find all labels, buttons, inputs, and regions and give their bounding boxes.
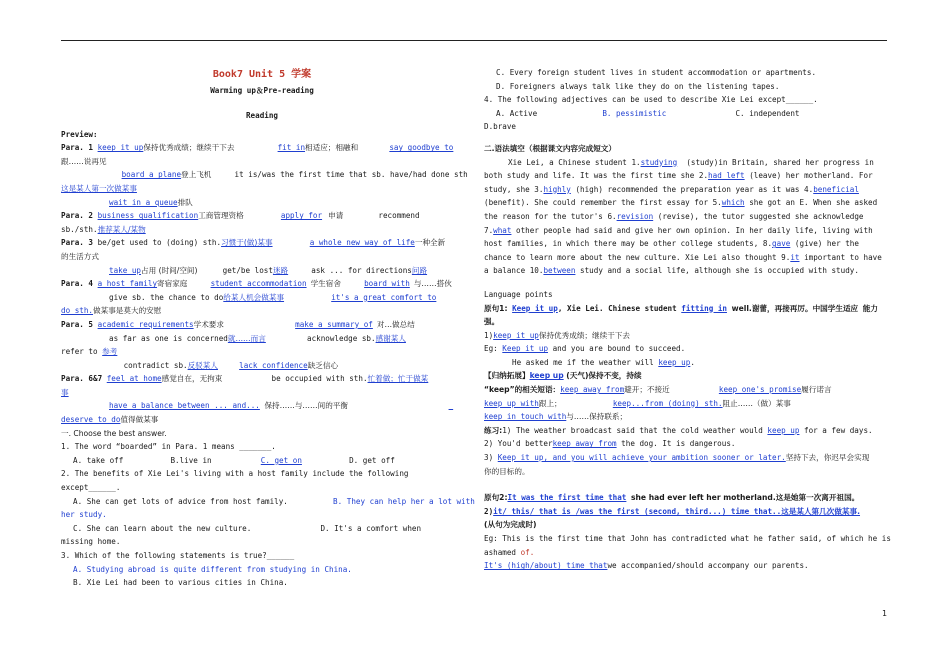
option-b: B.live in xyxy=(170,455,212,465)
gloss: 迷路 xyxy=(272,265,289,275)
phrase: contradict sb. xyxy=(123,360,188,370)
phrase: feel at home xyxy=(106,374,162,384)
para2-line2 xyxy=(61,223,463,237)
cloze-text: (study)in Britain, shared her progress in both xyxy=(484,157,874,181)
gloss: 保持优秀成绩；继续干下去 xyxy=(538,330,630,340)
cloze-answer-9: it xyxy=(790,252,800,262)
lp2-eg-cont xyxy=(484,546,887,560)
lp1-eg xyxy=(484,342,887,356)
option-b: B. pessimistic xyxy=(602,108,667,118)
eg-text: the dog. It is dangerous. xyxy=(621,439,736,449)
gloss: 保持优秀成绩；继续干下去 xyxy=(143,143,235,153)
option-c: C. She can learn about the new culture. xyxy=(73,523,252,533)
eg-text: . xyxy=(690,357,695,367)
phrase: Keep it up xyxy=(502,344,549,354)
cloze-text: (high) recommended the preparation year as it was 4. xyxy=(575,184,814,194)
phrase: it/ this/ that is /was the first (second, third...) time that.. xyxy=(493,506,782,516)
lp1-point xyxy=(484,329,887,343)
cloze-text: important to have a balance 10. xyxy=(484,252,882,276)
phrase: board a plane xyxy=(121,170,182,180)
gloss: 忙着做；忙于做某 xyxy=(367,374,429,384)
gloss: 参考 xyxy=(102,347,118,357)
cloze-answer-2: had left xyxy=(708,171,745,181)
para67-line4 xyxy=(61,413,463,427)
gloss: 学生宿舍 xyxy=(310,279,341,289)
lp1-original xyxy=(484,302,887,329)
gloss: 就……而言 xyxy=(227,333,266,343)
cloze-title: 二.语法填空（根据课文内容完成短文） xyxy=(484,143,616,153)
language-points-title: Language points xyxy=(484,289,553,299)
gloss: 跟上； xyxy=(538,398,562,408)
question-4: 4. The following adjectives can be used to describe Xie Lei except______. xyxy=(484,95,818,105)
option-a: A. Active xyxy=(496,108,538,118)
gloss: 感觉自在，无拘束 xyxy=(161,374,223,384)
eg-text: 3) xyxy=(484,453,494,463)
cloze-answer-10: between xyxy=(543,266,576,276)
right-column xyxy=(484,66,891,573)
lp1-related xyxy=(484,383,887,397)
lp-text: she had ever left her motherland.这是她第一次离开祖国。 xyxy=(630,493,860,503)
para1-line5 xyxy=(61,196,463,210)
para67-line1 xyxy=(61,372,463,386)
gloss: 申请 xyxy=(328,211,344,221)
cloze-text: about the new culture. Xie Lei also thought 9. xyxy=(580,252,791,262)
lp1-eg2 xyxy=(484,356,887,370)
phrase: Keep it up xyxy=(512,303,558,313)
gloss: 这是某人第几次做某事. xyxy=(781,506,861,516)
phrase: It's (high/about) time that xyxy=(484,561,608,571)
phrase: deserve to do xyxy=(61,415,121,425)
eg-text: for a few days. xyxy=(804,425,873,435)
gloss: 问路 xyxy=(411,265,428,275)
para2-line1 xyxy=(61,209,463,223)
para67-line3 xyxy=(61,399,463,413)
lp1-related2 xyxy=(484,397,887,411)
lp2-eg: Eg: This is the first time that John has contradicted what he father said, of which he is xyxy=(484,534,891,543)
cloze-answer-7: what xyxy=(493,225,512,235)
para3-line1 xyxy=(61,236,463,250)
phrase: keep it up xyxy=(97,143,144,153)
phrase: sb./sth. xyxy=(61,224,98,234)
cloze-answer-3: highly xyxy=(543,184,571,194)
gloss: 跟……说再见 xyxy=(61,156,107,166)
gloss: 习惯于(做)某事 xyxy=(221,238,273,248)
eg-text: and you are bound to succeed. xyxy=(552,344,686,354)
para5-line3 xyxy=(61,345,463,359)
para5-line2 xyxy=(61,332,463,346)
gloss: 坚持下去，你迟早会实现 xyxy=(785,453,870,463)
gloss: 反驳某人 xyxy=(187,360,218,370)
lp1-exercise3-cont: 你的目标的。 xyxy=(484,466,530,476)
preview-label: Preview: xyxy=(61,129,98,139)
cloze-text: study and life. It was the first time she 2. xyxy=(506,171,709,181)
page-subtitle: Warming up＆Pre-reading xyxy=(210,86,314,95)
lp-num: 1) xyxy=(484,330,494,340)
cloze-text: (benefit). xyxy=(484,198,530,208)
phrase: business qualification xyxy=(97,211,199,221)
phrase: refer to xyxy=(61,347,98,357)
phrase: be/get used to (doing) sth. xyxy=(97,238,222,248)
lp-label: 原句2: xyxy=(484,493,508,503)
q1-options xyxy=(61,454,463,468)
cloze-answer-5: which xyxy=(721,198,745,208)
lp-label: 【归纳拓展】 xyxy=(484,371,530,381)
eg-text: ashamed xyxy=(484,547,517,557)
cloze-text: in which there may be other college students, 8. xyxy=(552,239,773,249)
phrase: keep away from xyxy=(560,385,625,395)
gloss: 做某事是莫大的安慰 xyxy=(93,306,162,316)
para-label: Para. 5 xyxy=(61,319,94,329)
gloss: (天气)保持不变，持续 xyxy=(566,371,642,381)
option-d: D. get off xyxy=(349,455,395,465)
lp1-exercise3 xyxy=(484,451,887,465)
gloss: 一种全新 xyxy=(414,238,446,248)
gloss: 与……保持联系； xyxy=(566,412,628,422)
gloss: 感谢某人 xyxy=(375,333,406,343)
phrase: be occupied with sth. xyxy=(271,374,368,384)
option-c: C. independent xyxy=(735,108,800,118)
phrase: say goodbye to xyxy=(389,143,454,153)
choose-title: 一. Choose the best answer. xyxy=(61,428,167,438)
lp1-exercise2 xyxy=(484,437,887,451)
phrase: keep up xyxy=(529,371,564,381)
eg-label: Eg: xyxy=(484,344,498,354)
lp-label: 原句1: xyxy=(484,303,508,313)
gloss: 寄宿家庭 xyxy=(157,279,188,289)
q4-options xyxy=(484,107,887,121)
phrase: wait in a queue xyxy=(109,197,178,207)
q3-option-b: B. Xie Lei had been to various cities in China. xyxy=(73,578,288,588)
para4-line3 xyxy=(61,304,463,318)
q3-option-a: A. Studying abroad is quite different from studying in China. xyxy=(73,564,352,574)
phrase: a whole new way of life xyxy=(309,238,415,248)
phrase: It was the first time that xyxy=(507,493,627,503)
q2-options-ab xyxy=(61,495,475,509)
gloss: 学术要求 xyxy=(193,319,224,329)
gloss: 保持……与……间的平衡 xyxy=(264,401,348,411)
phrase: it is/was the first time that sb. have/had done sth xyxy=(234,170,468,180)
para4-line2 xyxy=(61,291,463,305)
gloss: 与……搭伙 xyxy=(413,279,452,289)
phrase: keep up xyxy=(658,357,691,367)
question-2-cont: except______. xyxy=(61,483,121,493)
phrase: do sth. xyxy=(61,306,94,316)
gloss: 值得做某事 xyxy=(120,415,159,425)
cloze-answer-1: studying xyxy=(640,157,678,167)
lp2-original xyxy=(484,491,887,505)
gloss: 缺乏信心 xyxy=(307,360,339,370)
section-heading: Reading xyxy=(245,111,278,120)
cloze-text: she 3. xyxy=(516,184,544,194)
gloss: 履行诺言 xyxy=(801,385,832,395)
lp-text: 能力强。 xyxy=(484,303,878,327)
gloss: 的生活方式 xyxy=(61,251,99,261)
page-number: 1 xyxy=(882,609,888,618)
para5-line1 xyxy=(61,318,463,332)
q3-option-d: D. Foreigners always talk like they do on the listening tapes. xyxy=(496,81,780,91)
gloss: 工商管理资格 xyxy=(198,211,244,221)
para1-line1 xyxy=(61,141,463,155)
lp-text: well.谢蕾，再接再厉。中国学生适应 xyxy=(731,303,859,313)
option-b: B. They can help her a lot with xyxy=(333,496,475,506)
cloze-text: She could remember the first essay for 5. xyxy=(534,198,722,208)
q2-options-cd xyxy=(61,522,463,536)
option-b-cont: her study. xyxy=(61,510,107,520)
para5-line4 xyxy=(61,359,463,373)
lp-num: 2) xyxy=(484,506,494,516)
option-a: A. She can get lots of advice from host family. xyxy=(73,496,288,506)
phrase: it's a great comfort to xyxy=(331,292,437,302)
gloss: 登上飞机 xyxy=(181,170,212,180)
phrase: lack confidence xyxy=(239,360,308,370)
lp-label: 练习: xyxy=(484,425,503,435)
phrase: keep one's promise xyxy=(718,385,802,395)
cloze-text: Xie Lei, a Chinese student 1. xyxy=(508,157,641,167)
phrase: keep...from (doing) sth. xyxy=(612,398,723,408)
cloze-answer-4: beneficial xyxy=(813,184,859,194)
question-1: 1. The word “boarded” in Para. 1 means _______. xyxy=(61,442,276,452)
gloss: 避开；不接近 xyxy=(624,385,670,395)
lp2-point xyxy=(484,505,887,519)
para1-line3 xyxy=(61,168,468,182)
option-d-cont: missing home. xyxy=(61,537,121,547)
header-rule xyxy=(61,40,887,41)
gloss: 相适应；相融和 xyxy=(305,143,359,153)
phrase: keep up xyxy=(767,425,800,435)
phrase: fitting in xyxy=(681,303,727,313)
phrase: apply for xyxy=(280,211,323,221)
phrase: student accommodation xyxy=(210,279,307,289)
cloze-text: study and a social life, although she is occupied with study. xyxy=(580,266,859,276)
cloze-text: (leave) her motherland. For study, xyxy=(484,171,873,194)
phrase: keep in touch with xyxy=(484,412,567,422)
cloze-text: other xyxy=(516,225,539,235)
lp-text: , Xie Lei. Chinese student xyxy=(557,303,677,313)
phrase: get/be lost xyxy=(222,265,273,275)
phrase: a host family xyxy=(97,279,158,289)
phrase: keep away from xyxy=(552,439,617,449)
phrase: Keep it up, and you will achieve your ambition sooner or later. xyxy=(497,453,786,463)
eg-text: 2) You'd better xyxy=(484,439,553,449)
phrase: recommend xyxy=(378,211,420,221)
gloss: 事 xyxy=(61,387,69,397)
cloze-answer-6: revision xyxy=(616,211,654,221)
cloze-passage xyxy=(484,156,887,278)
phrase: as far as one is concerned xyxy=(109,333,228,343)
lp2-note: (从句为完成时) xyxy=(484,520,537,530)
gloss: 排队 xyxy=(177,197,193,207)
question-3: 3. Which of the following statements is true?______ xyxy=(61,551,295,560)
phrase: have a balance between ... and... xyxy=(109,401,260,411)
phrase: acknowledge sb. xyxy=(307,333,376,343)
phrase: keep it up xyxy=(493,330,539,340)
gloss: 占用 (时间/空间) xyxy=(141,265,198,275)
eg-text: we accompanied/should accompany our parents. xyxy=(607,561,809,571)
cloze-answer-8: gave xyxy=(772,239,791,249)
eg-text: He asked me if the weather will xyxy=(512,357,654,367)
para4-line1 xyxy=(61,277,463,291)
cloze-text: (revise), the tutor suggested she acknowledge 7. xyxy=(484,211,864,235)
lp-label: “keep”的相关短语： xyxy=(484,385,561,395)
page-title: Book7 Unit 5 学案 xyxy=(212,69,312,80)
para-label: Para. 4 xyxy=(61,279,94,289)
para3-line3 xyxy=(61,264,463,278)
gloss: 对…做总结 xyxy=(376,319,415,329)
phrase: ask ... for directions xyxy=(311,265,412,275)
cloze-text: people had said and give her own opinion. In her daily life, living with host families, xyxy=(484,225,873,249)
lp1-exercise1 xyxy=(484,424,887,438)
option-a: A. take off xyxy=(73,455,124,465)
para-label: Para. 3 xyxy=(61,238,94,248)
phrase: board with xyxy=(364,279,410,289)
eg-text: of. xyxy=(520,547,535,557)
q3-option-c: C. Every foreign student lives in student accommodation or apartments. xyxy=(496,68,817,77)
option-d: D. It's a comfort when xyxy=(320,523,422,533)
cloze-text: she got an E. When she asked the reason xyxy=(484,198,878,221)
cloze-text: for the tutor's 6. xyxy=(534,211,617,221)
gloss: 推荐某人/某物 xyxy=(97,224,146,234)
phrase: academic requirements xyxy=(97,319,194,329)
q4-option-d: D.brave xyxy=(484,122,517,132)
gloss: 给某人机会做某事 xyxy=(223,292,285,302)
para-label: Para. 6&7 xyxy=(61,374,103,384)
lp1-related3 xyxy=(484,410,887,424)
option-c: C. get on xyxy=(260,455,302,465)
phrase: give sb. the chance to do xyxy=(109,292,224,302)
para-label: Para. 2 xyxy=(61,211,94,221)
gloss: 阻止……（做）某事 xyxy=(722,398,791,408)
phrase: take up xyxy=(109,265,142,275)
phrase: fit in xyxy=(277,143,306,153)
gloss: 这是某人第一次做某事 xyxy=(61,183,137,193)
question-2: 2. The benefits of Xie Lei's living with a host family include the following xyxy=(61,469,409,479)
phrase: make a summary of xyxy=(295,319,373,329)
lp2-eg2 xyxy=(484,559,887,573)
phrase: keep up with xyxy=(484,398,539,408)
para-label: Para. 1 xyxy=(61,143,94,153)
lp1-expand xyxy=(484,369,887,383)
cloze-text: (give) her the chance to learn more xyxy=(484,239,859,262)
left-column xyxy=(61,64,475,590)
eg-text: 1) The weather broadcast said that the cold weather would xyxy=(502,425,763,435)
